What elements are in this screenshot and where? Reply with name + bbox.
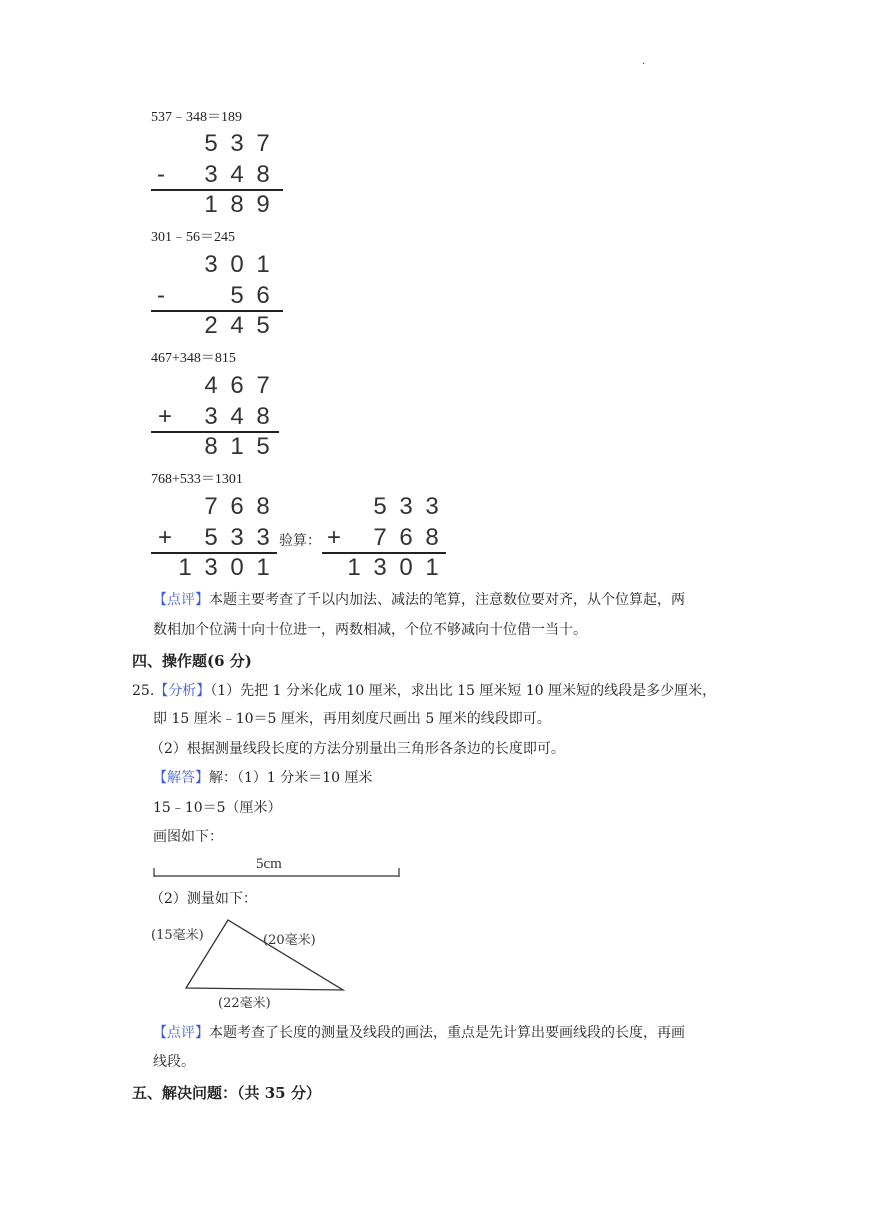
calc4b-res-d3: 0 (399, 554, 413, 581)
q25-number: 25. (132, 683, 155, 699)
header-dot: . (642, 56, 646, 67)
calc4b-mid-d2: 6 (399, 524, 413, 551)
calc1-mid-d3: 8 (256, 161, 270, 188)
calc4a-mid-d3: 3 (256, 524, 270, 551)
analysis-tag: 【分析】 (154, 683, 211, 699)
calc4a-top-d2: 6 (230, 493, 244, 520)
calc3-top-d1: 4 (204, 372, 218, 399)
analysis-text-1: （1）先把 1 分米化成 10 厘米，求出比 15 厘米短 10 厘米短的线段是多少厘米， (210, 683, 717, 699)
calc4a-top-d1: 7 (204, 493, 218, 520)
calc1-top-d2: 3 (230, 130, 244, 157)
answer-line-1 (153, 767, 373, 787)
comment-1-line-1 (153, 589, 685, 609)
calc4a-operator: + (157, 524, 172, 551)
calc1-res-d1: 1 (204, 191, 218, 218)
segment-label: 5cm (256, 856, 282, 872)
analysis-text-2: （2）根据测量线段长度的方法分别量出三角形各条边的长度即可。 (150, 741, 565, 757)
calc1-top-d3: 7 (256, 130, 270, 157)
calc4a-mid-d2: 3 (230, 524, 244, 551)
calc2-top-d3: 1 (256, 251, 270, 278)
calc3-top-d3: 7 (256, 372, 270, 399)
equation-3: 467+348＝815 (151, 351, 236, 366)
triangle-left-label: (15毫米) (151, 928, 204, 943)
triangle-shape (186, 920, 343, 990)
calc4b-operator: + (326, 524, 341, 551)
q25-analysis-line-1 (132, 680, 716, 700)
triangle-right-label: (20毫米) (263, 933, 316, 948)
calc1-res-d2: 8 (230, 191, 244, 218)
calc3-res-d2: 1 (230, 433, 244, 460)
calc2-res-d1: 2 (204, 312, 218, 339)
calc4b-res-d4: 1 (425, 554, 439, 581)
answer-text-3: 画图如下： (153, 829, 223, 845)
calc3-mid-d2: 4 (230, 403, 244, 430)
equation-1: 537﹣348＝189 (151, 110, 242, 125)
calc2-operator: - (157, 282, 165, 309)
analysis-text-1b: 即 15 厘米﹣10＝5 厘米，再用刻度尺画出 5 厘米的线段即可。 (153, 711, 551, 727)
answer-text-1: 解：（1）1 分米＝10 厘米 (209, 770, 373, 786)
comment-2-text-1: 本题考查了长度的测量及线段的画法，重点是先计算出要画线段的长度，再画 (209, 1025, 685, 1041)
calc4b-top-d1: 5 (373, 493, 387, 520)
calc3-res-d1: 8 (204, 433, 218, 460)
section-5-heading: 五、解决问题：（共 35 分） (132, 1084, 321, 1102)
calc4a-res-d4: 1 (256, 554, 270, 581)
answer-text-4: （2）测量如下： (150, 891, 257, 907)
calc4a-mid-d1: 5 (204, 524, 218, 551)
calc4b-mid-d1: 7 (373, 524, 387, 551)
calc4a-res-d1: 1 (178, 554, 192, 581)
answer-text-2: 15﹣10＝5（厘米） (153, 800, 282, 816)
calc4b-top-d2: 3 (399, 493, 413, 520)
calc4b-res-d2: 3 (373, 554, 387, 581)
equation-4: 768+533＝1301 (151, 472, 243, 487)
calc3-operator: + (157, 403, 172, 430)
calc4a-res-d2: 3 (204, 554, 218, 581)
segment-drawing (148, 850, 408, 882)
calc1-operator: - (157, 161, 165, 188)
calc1-mid-d2: 4 (230, 161, 244, 188)
comment-2-line-1 (153, 1022, 685, 1042)
calc1-mid-d1: 3 (204, 161, 218, 188)
calc3-top-d2: 6 (230, 372, 244, 399)
calc2-mid-d3: 6 (256, 282, 270, 309)
calc2-mid-d2: 5 (230, 282, 244, 309)
equation-2: 301﹣56＝245 (151, 230, 235, 245)
calc1-res-d3: 9 (256, 191, 270, 218)
calc2-top-d2: 0 (230, 251, 244, 278)
calc2-res-d3: 5 (256, 312, 270, 339)
calc4b-mid-d3: 8 (425, 524, 439, 551)
comment-1-text-1: 本题主要考查了千以内加法、减法的笔算，注意数位要对齐，从个位算起，两 (209, 592, 685, 608)
triangle-drawing (148, 912, 353, 1014)
calc4a-res-d3: 0 (230, 554, 244, 581)
calc3-mid-d1: 3 (204, 403, 218, 430)
section-4-heading: 四、操作题(6 分) (132, 652, 252, 670)
comment-1-line-2: 数相加个位满十向十位进一，两数相减，个位不够减向十位借一当十。 (153, 622, 587, 638)
calc3-mid-d3: 8 (256, 403, 270, 430)
calc4b-top-d3: 3 (425, 493, 439, 520)
comment-2-tag: 【点评】 (153, 1025, 209, 1041)
triangle-bottom-label: (22毫米) (218, 996, 271, 1011)
calc3-res-d3: 5 (256, 433, 270, 460)
answer-tag: 【解答】 (153, 770, 209, 786)
comment-1-tag: 【点评】 (153, 592, 209, 608)
calc2-top-d1: 3 (204, 251, 218, 278)
calc2-res-d2: 4 (230, 312, 244, 339)
check-label: 验算： (279, 533, 321, 549)
comment-2-line-2: 线段。 (153, 1054, 195, 1070)
calc4a-top-d3: 8 (256, 493, 270, 520)
calc1-top-d1: 5 (204, 130, 218, 157)
calc4b-res-d1: 1 (347, 554, 361, 581)
